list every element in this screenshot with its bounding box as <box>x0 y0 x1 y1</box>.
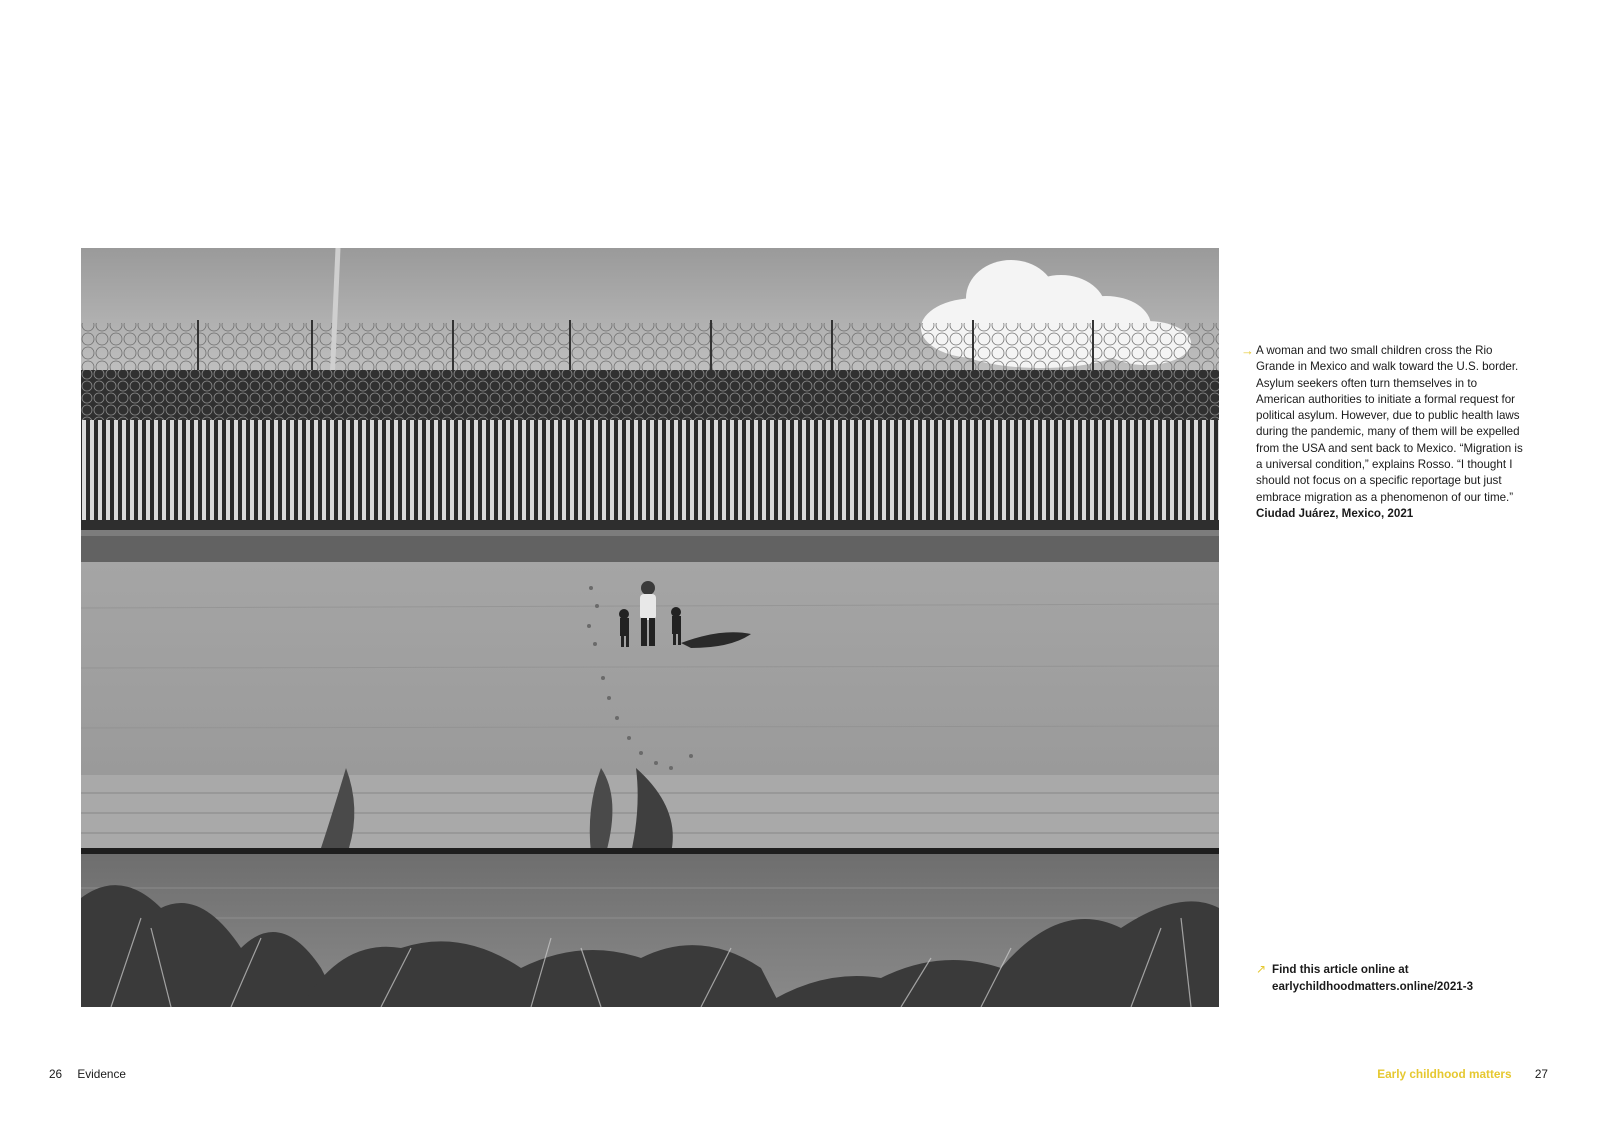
section-name: Evidence <box>77 1067 126 1081</box>
link-label: Find this article online at <box>1272 963 1409 976</box>
photo-caption <box>1241 343 1528 522</box>
arrow-up-right-icon: ↗ <box>1256 962 1267 976</box>
page-number-left: 26 <box>49 1067 63 1081</box>
caption-text: A woman and two small children cross the Rio Grande in Mexico and walk toward the U.S. border. Asylum seekers often turn themselves in to American authorities to initiate a formal request for political asylum. However, due to public health laws during the pandemic, many of them will be expelled from the USA and sent back to Mexico. “Migration is a universal condition,” explains Rosso. “I thought I should not focus on a specific reportage but just embrace migration as a phenomenon of our time.” <box>1256 344 1523 504</box>
footer-left <box>49 1067 126 1081</box>
page-number-right: 27 <box>1534 1067 1548 1081</box>
caption-place: Ciudad Juárez, Mexico, 2021 <box>1256 506 1414 520</box>
link-url[interactable]: earlychildhoodmatters.online/2021-3 <box>1272 980 1474 993</box>
footer-right <box>1377 1067 1548 1081</box>
publication-title: Early childhood matters <box>1377 1067 1512 1081</box>
online-article-link[interactable] <box>1256 961 1552 995</box>
arrow-right-icon: → <box>1241 343 1254 358</box>
border-crossing-photo <box>81 248 1219 1007</box>
photo-illustration <box>81 248 1219 1007</box>
